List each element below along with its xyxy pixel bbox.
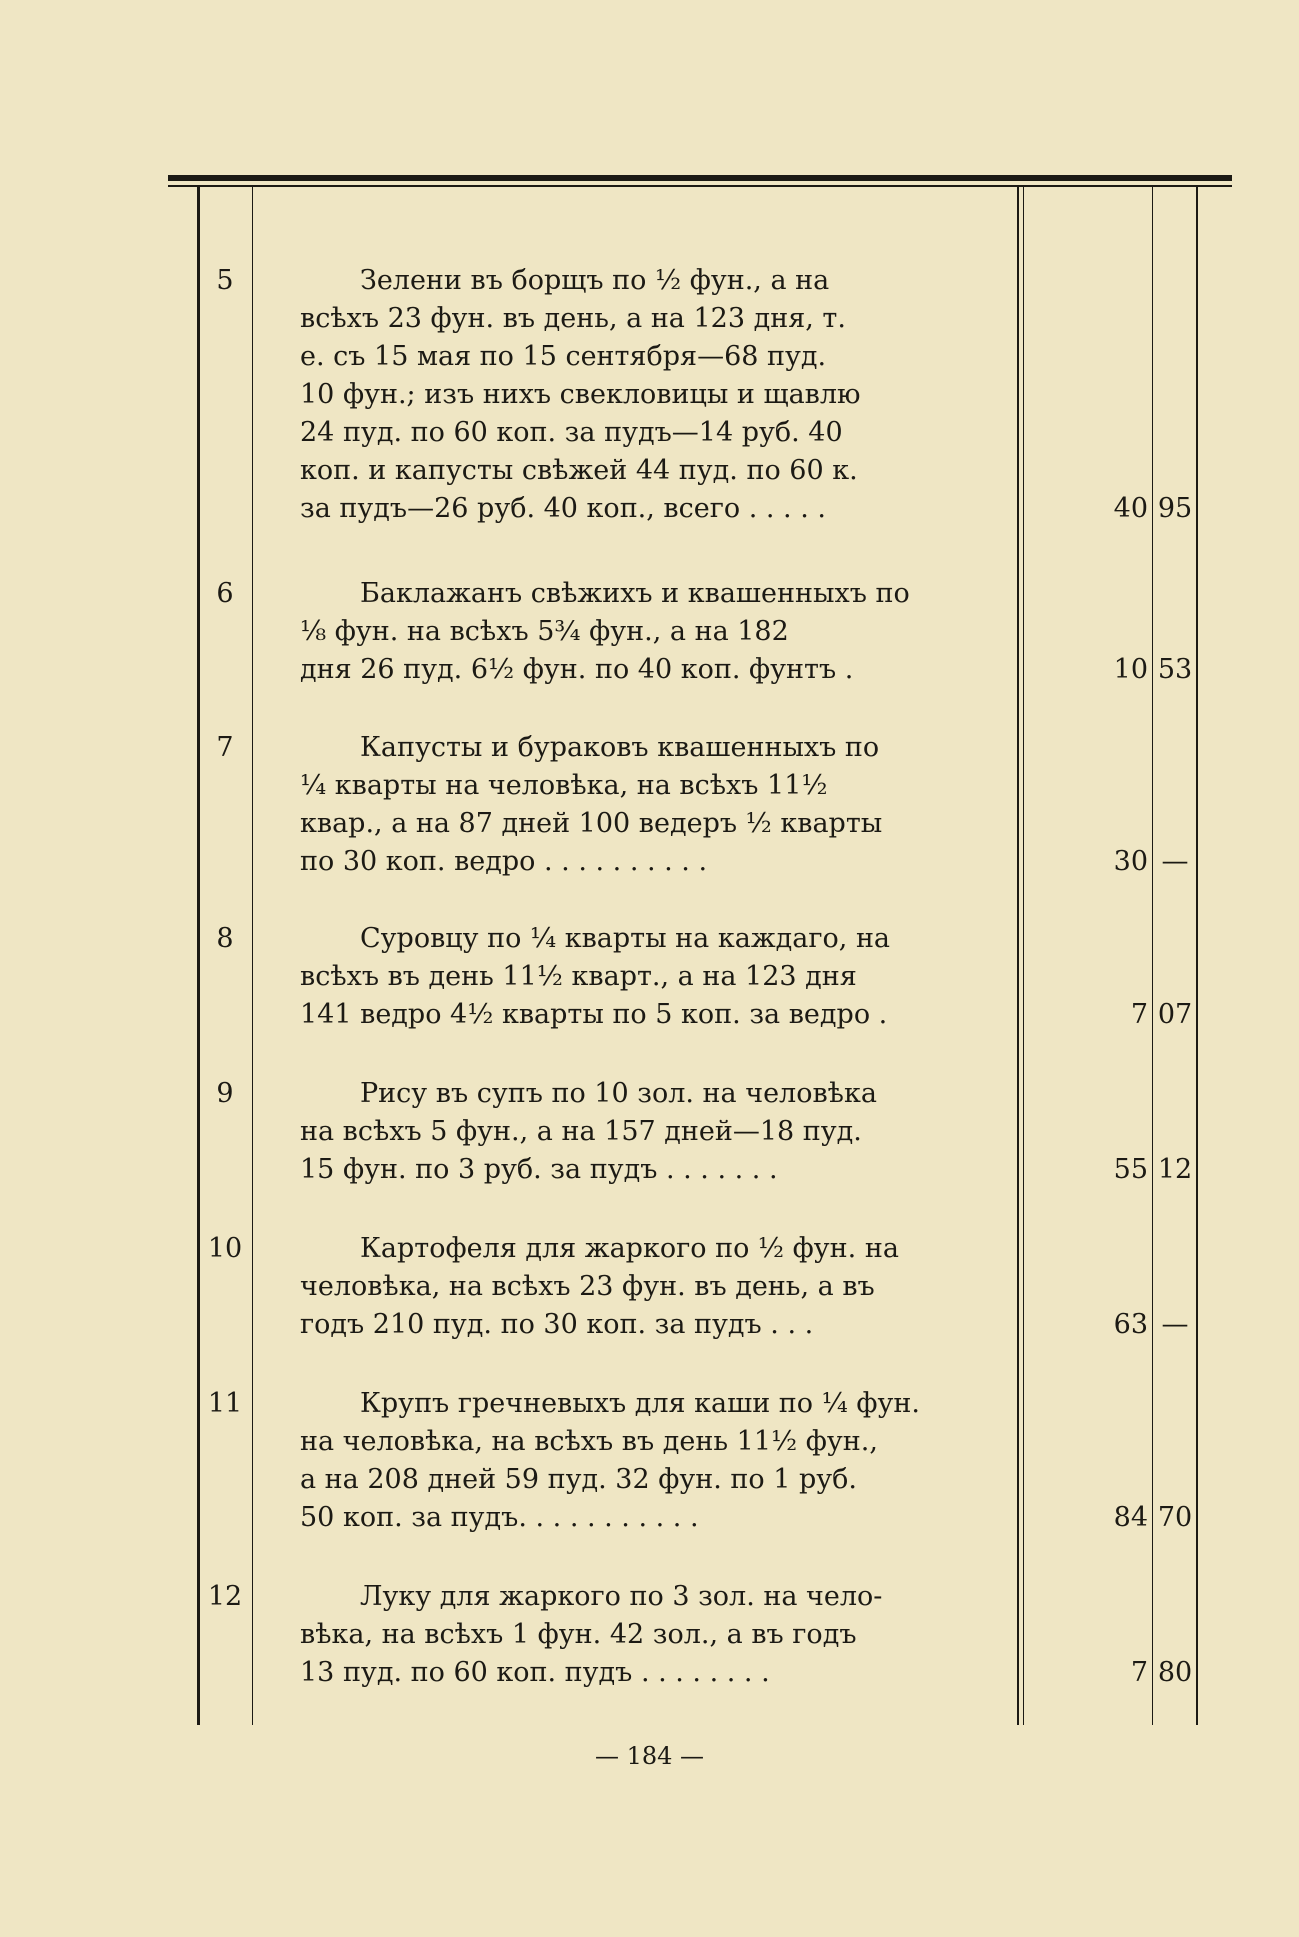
desc-line: е. съ 15 мая по 15 сентября—68 пуд.	[300, 341, 827, 372]
top-rule	[168, 175, 1232, 181]
amount-rubles: 55	[1113, 1154, 1148, 1185]
item-description	[300, 575, 1000, 689]
item-number: 8	[216, 923, 234, 954]
num-col-rule	[252, 185, 253, 1725]
desc-line: Суровцу по ¼ кварты на каждаго, на	[360, 923, 891, 954]
item-number: 11	[207, 1388, 243, 1419]
amount-kopecks: 53	[1157, 654, 1193, 685]
desc-line: дня 26 пуд. 6½ фун. по 40 коп. фунтъ .	[300, 654, 854, 685]
desc-line: ⅛ фун. на всѣхъ 5¾ фун., а на 182	[300, 616, 789, 647]
desc-line: всѣхъ въ день 11½ кварт., а на 123 дня	[300, 961, 857, 992]
item-number: 12	[207, 1581, 243, 1612]
amount-rubles: 7	[1130, 999, 1148, 1030]
desc-line: всѣхъ 23 фун. въ день, а на 123 дня, т.	[300, 303, 846, 334]
desc-line: на всѣхъ 5 фун., а на 157 дней—18 пуд.	[300, 1116, 862, 1147]
item-number: 10	[207, 1233, 243, 1264]
right-border	[1196, 185, 1198, 1725]
top-rule-thin	[168, 185, 1232, 187]
desc-line: квар., а на 87 дней 100 ведеръ ½ кварты	[300, 808, 883, 839]
desc-line: за пудъ—26 руб. 40 коп., всего . . . . .	[300, 493, 826, 524]
amount-kopecks: 70	[1157, 1502, 1193, 1533]
amount-rubles: 7	[1130, 1657, 1148, 1688]
amount-rubles: 30	[1113, 846, 1148, 877]
desc-line: на человѣка, на всѣхъ въ день 11½ фун.,	[300, 1426, 878, 1457]
amount-kopecks: 12	[1157, 1154, 1193, 1185]
desc-line: годъ 210 пуд. по 30 коп. за пудъ . . .	[300, 1309, 814, 1340]
desc-line: Рису въ супъ по 10 зол. на человѣка	[360, 1078, 877, 1109]
item-description	[300, 1230, 1000, 1344]
rub-col-rule-a	[1023, 185, 1024, 1725]
item-description	[300, 262, 1000, 528]
desc-line: 15 фун. по 3 руб. за пудъ . . . . . . .	[300, 1154, 778, 1185]
desc-line: 10 фун.; изъ нихъ свекловицы и щавлю	[300, 379, 861, 410]
desc-line: Капусты и бураковъ квашенныхъ по	[360, 732, 880, 763]
item-number: 7	[216, 732, 234, 763]
desc-line: а на 208 дней 59 пуд. 32 фун. по 1 руб.	[300, 1464, 857, 1495]
desc-line: Баклажанъ свѣжихъ и квашенныхъ по	[360, 578, 910, 609]
desc-line: 50 коп. за пудъ. . . . . . . . . . .	[300, 1502, 699, 1533]
desc-line: ¼ кварты на человѣка, на всѣхъ 11½	[300, 770, 828, 801]
item-description	[300, 729, 1000, 881]
item-number: 5	[216, 265, 234, 296]
desc-line: Картофеля для жаркого по ½ фун. на	[360, 1233, 899, 1264]
desc-line: 141 ведро 4½ кварты по 5 коп. за ведро .	[300, 999, 888, 1030]
page-number: — 184 —	[594, 1742, 705, 1770]
desc-line: Крупъ гречневыхъ для каши по ¼ фун.	[360, 1388, 920, 1419]
desc-line: 13 пуд. по 60 коп. пудъ . . . . . . . .	[300, 1657, 770, 1688]
amount-rubles: 10	[1113, 654, 1148, 685]
desc-line: человѣка, на всѣхъ 23 фун. въ день, а въ	[300, 1271, 875, 1302]
amount-kopecks: —	[1161, 846, 1189, 877]
amount-kopecks: 80	[1157, 1657, 1193, 1688]
amount-rubles: 84	[1113, 1502, 1148, 1533]
desc-col-rule	[1017, 185, 1019, 1725]
desc-line: коп. и капусты свѣжей 44 пуд. по 60 к.	[300, 455, 858, 486]
desc-line: 24 пуд. по 60 коп. за пудъ—14 руб. 40	[300, 417, 843, 448]
kop-col-rule	[1152, 185, 1153, 1725]
item-description	[300, 1075, 1000, 1189]
amount-rubles: 40	[1113, 493, 1148, 524]
amount-kopecks: —	[1161, 1309, 1189, 1340]
item-description	[300, 1385, 1000, 1537]
amount-kopecks: 07	[1157, 999, 1193, 1030]
desc-line: Луку для жаркого по 3 зол. на чело-	[360, 1581, 883, 1612]
amount-kopecks: 95	[1157, 493, 1193, 524]
desc-line: по 30 коп. ведро . . . . . . . . . .	[300, 846, 708, 877]
item-number: 9	[216, 1078, 234, 1109]
item-description	[300, 1578, 1000, 1692]
desc-line: вѣка, на всѣхъ 1 фун. 42 зол., а въ годъ	[300, 1619, 857, 1650]
amount-rubles: 63	[1113, 1309, 1148, 1340]
item-description	[300, 920, 1000, 1034]
desc-line: Зелени въ борщъ по ½ фун., а на	[360, 265, 830, 296]
item-number: 6	[216, 578, 234, 609]
